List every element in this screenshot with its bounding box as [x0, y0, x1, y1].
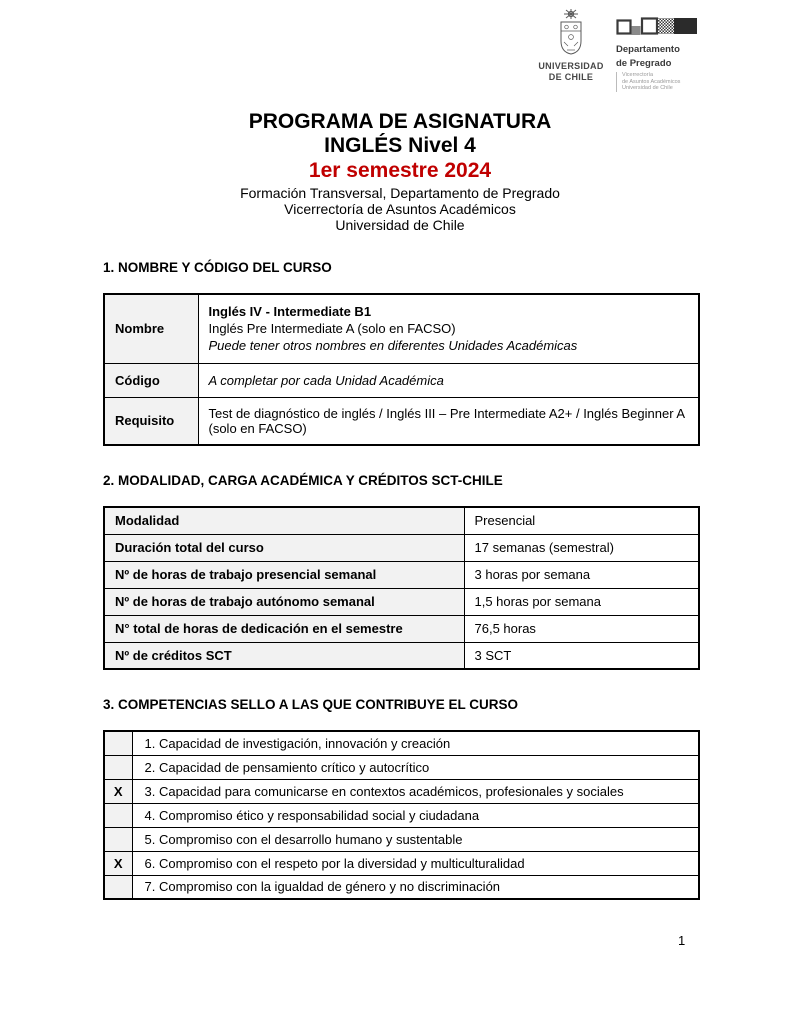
row-value: 3 SCT: [464, 642, 699, 669]
competency-mark: X: [104, 851, 132, 875]
uchile-crest-icon: [539, 43, 603, 60]
uchile-logo-text-line2: DE CHILE: [548, 72, 594, 82]
competency-text: 2. Capacidad de pensamiento crítico y autocrítico: [132, 755, 699, 779]
competency-mark: [104, 731, 132, 755]
table-row-horas-totales: [104, 615, 699, 642]
pregrado-logo-subtext: [616, 72, 700, 92]
competency-mark: X: [104, 779, 132, 803]
table-row-modalidad: [104, 507, 699, 534]
subtitle-3: Universidad de Chile: [335, 217, 465, 233]
table-row-competency-3: [104, 779, 699, 803]
competency-mark: [104, 827, 132, 851]
course-name-bold: Inglés IV - Intermediate B1: [208, 304, 372, 320]
row-value: 3 horas por semana: [464, 561, 699, 588]
competency-text: 5. Compromiso con el desarrollo humano y sustentable: [132, 827, 699, 851]
row-label: Nº de créditos SCT: [104, 642, 464, 669]
table-row-duracion: [104, 534, 699, 561]
page-number: 1: [678, 933, 686, 948]
row-label: N° total de horas de dedicación en el semestre: [104, 615, 464, 642]
row-value: Presencial: [464, 507, 699, 534]
competency-text: 7. Compromiso con la igualdad de género y no discriminación: [132, 875, 699, 899]
table-row-competency-4: [104, 803, 699, 827]
header-logos: [538, 8, 700, 92]
pregrado-logo-title-line1: Departamento: [616, 44, 680, 55]
subtitle-1: Formación Transversal, Departamento de Pregrado: [240, 185, 560, 201]
workload-table: [103, 506, 700, 670]
table-row-creditos: [104, 642, 699, 669]
pregrado-logo-subtext-line2: de Asuntos Académicos: [622, 78, 681, 85]
semester-title: 1er semestre 2024: [308, 159, 492, 182]
row-value: 17 semanas (semestral): [464, 534, 699, 561]
pregrado-logo-subtext-line3: Universidad de Chile: [622, 85, 673, 91]
subtitle-2: Vicerrectoría de Asuntos Académicos: [284, 201, 516, 217]
table-row-requisito: [104, 397, 699, 445]
competencies-table: [103, 730, 700, 900]
course-name-regular: Inglés Pre Intermediate A (solo en FACSO): [208, 321, 456, 337]
table-row-horas-presencial: [104, 561, 699, 588]
row-value: 76,5 horas: [464, 615, 699, 642]
row-label: Modalidad: [104, 507, 464, 534]
table-row-horas-autonomo: [104, 588, 699, 615]
row-value-nombre: [198, 294, 699, 363]
pregrado-logo: [616, 8, 700, 92]
pregrado-logo-title-line2: de Pregrado: [616, 57, 672, 69]
row-label-requisito: Requisito: [104, 397, 198, 445]
section-3-heading: 3. COMPETENCIAS SELLO A LAS QUE CONTRIBUYE EL CURSO: [103, 697, 519, 712]
table-row-codigo: [104, 363, 699, 397]
competency-mark: [104, 803, 132, 827]
competency-text: 1. Capacidad de investigación, innovación y creación: [132, 731, 699, 755]
competency-mark: [104, 875, 132, 899]
course-name-italic: Puede tener otros nombres en diferentes Unidades Académicas: [208, 338, 578, 354]
table-row-competency-6: [104, 851, 699, 875]
uchile-logo: [538, 8, 604, 83]
table-row-nombre: [104, 294, 699, 363]
competency-text: 6. Compromiso con el respeto por la diversidad y multiculturalidad: [132, 851, 699, 875]
section-1-heading: 1. NOMBRE Y CÓDIGO DEL CURSO: [103, 260, 332, 275]
row-label-codigo: Código: [104, 363, 198, 397]
competency-text: 4. Compromiso ético y responsabilidad social y ciudadana: [132, 803, 699, 827]
course-title: INGLÉS Nivel 4: [324, 134, 476, 157]
row-value-codigo: A completar por cada Unidad Académica: [198, 363, 699, 397]
table-row-competency-1: [104, 731, 699, 755]
row-value-requisito: Test de diagnóstico de inglés / Inglés III – Pre Intermediate A2+ / Inglés Beginner A (solo en FACSO): [198, 397, 699, 445]
title-block: [0, 110, 800, 233]
program-title: PROGRAMA DE ASIGNATURA: [248, 110, 552, 133]
competency-text: 3. Capacidad para comunicarse en contextos académicos, profesionales y sociales: [132, 779, 699, 803]
row-value: 1,5 horas por semana: [464, 588, 699, 615]
pregrado-logo-subtext-line1: Vicerrectoría: [622, 72, 654, 78]
row-label: Nº de horas de trabajo autónomo semanal: [104, 588, 464, 615]
table-row-competency-7: [104, 875, 699, 899]
pregrado-squares-icon: [616, 24, 698, 41]
row-label: Duración total del curso: [104, 534, 464, 561]
document-body: [103, 259, 700, 900]
row-label-nombre: Nombre: [104, 294, 198, 363]
row-label: Nº de horas de trabajo presencial semanal: [104, 561, 464, 588]
uchile-logo-text-line1: UNIVERSIDAD: [538, 61, 604, 71]
table-row-competency-5: [104, 827, 699, 851]
section-2-heading: 2. MODALIDAD, CARGA ACADÉMICA Y CRÉDITOS SCT-CHILE: [103, 473, 503, 488]
table-row-competency-2: [104, 755, 699, 779]
course-info-table: [103, 293, 700, 446]
competency-mark: [104, 755, 132, 779]
